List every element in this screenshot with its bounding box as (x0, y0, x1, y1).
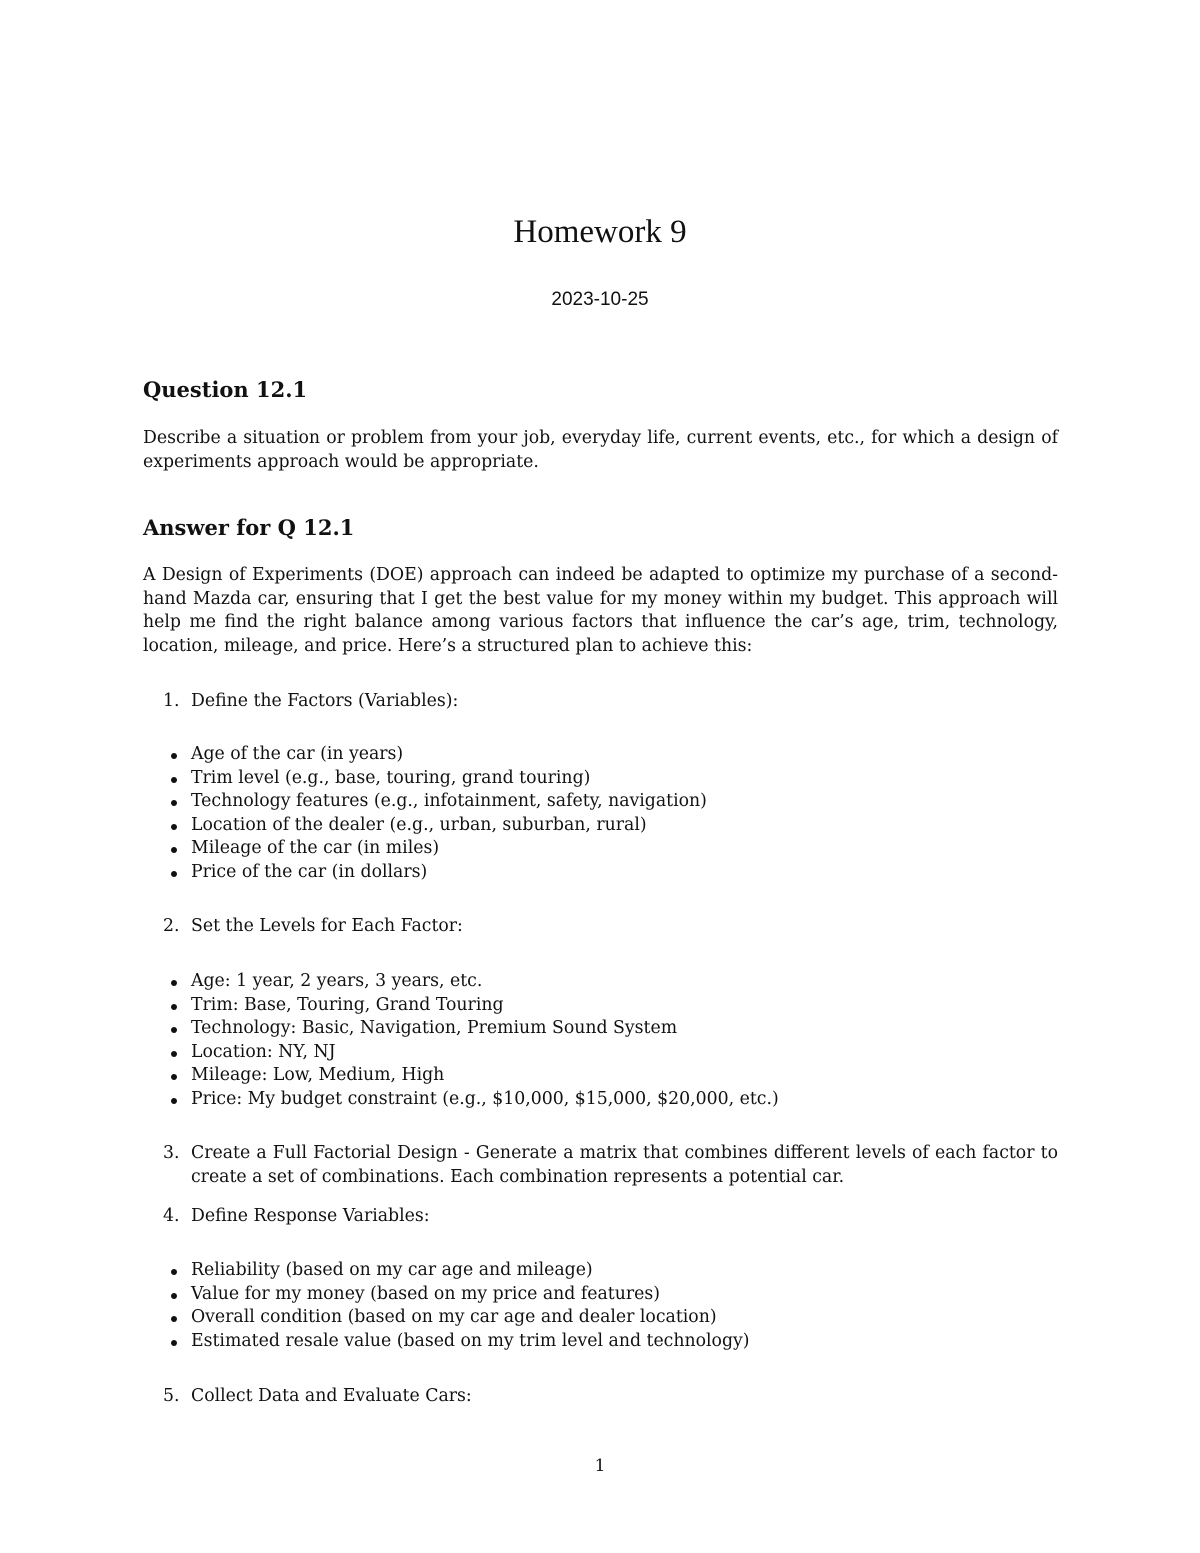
bullet-marker (171, 1340, 177, 1346)
list-item-text: Location of the dealer (e.g., urban, suburban, rural) (191, 814, 647, 835)
list-item (170, 1088, 1050, 1112)
list-item (170, 1259, 1050, 1283)
step-number: 4. (163, 1206, 180, 1226)
list-item (170, 1330, 1050, 1354)
step-label: Create a Full Factorial Design - Generate a matrix that combines different levels of each factor to create a set of combinations. Each combination represents a potential car. (191, 1143, 1058, 1187)
document-date: 2023-10-25 (551, 289, 649, 310)
list-item (170, 1283, 1050, 1307)
bullet-marker (171, 980, 177, 986)
bullet-marker (171, 753, 177, 759)
list-item-text: Age: 1 year, 2 years, 3 years, etc. (191, 971, 483, 991)
bullet-marker (171, 1098, 177, 1104)
list-item-text: Reliability (based on my car age and mileage) (191, 1260, 593, 1280)
bullet-marker (171, 824, 177, 830)
bullet-marker (171, 1004, 177, 1010)
bullet-marker (171, 1316, 177, 1322)
list-item-text: Age of the car (in years) (191, 744, 404, 764)
bullet-list (170, 743, 1050, 884)
step-label: Define Response Variables: (191, 1206, 430, 1226)
step-item (163, 1385, 1058, 1409)
list-item (170, 1041, 1050, 1065)
bullet-marker (171, 1027, 177, 1033)
step-label: Set the Levels for Each Factor: (191, 916, 463, 936)
list-item-text: Estimated resale value (based on my trim level and technology) (191, 1330, 750, 1351)
step-label: Define the Factors (Variables): (191, 691, 459, 711)
list-item (170, 1064, 1050, 1088)
bullet-marker (171, 871, 177, 877)
bullet-marker (171, 1293, 177, 1299)
list-item-text: Trim level (e.g., base, touring, grand touring) (191, 767, 591, 788)
bullet-list (170, 1259, 1050, 1353)
list-item-text: Price of the car (in dollars) (191, 861, 428, 882)
bullet-list (170, 970, 1050, 1111)
list-item (170, 814, 1050, 838)
bullet-marker (171, 1051, 177, 1057)
list-item-text: Mileage: Low, Medium, High (191, 1065, 445, 1085)
list-item (170, 1306, 1050, 1330)
step-item (163, 1205, 1058, 1229)
bullet-marker (171, 1074, 177, 1080)
list-item (170, 790, 1050, 814)
list-item (170, 767, 1050, 791)
question-text: Describe a situation or problem from your job, everyday life, current events, etc., for which a design of experiments approach would be appropriate. (143, 428, 1058, 472)
list-item-text: Location: NY, NJ (191, 1041, 336, 1062)
list-item (170, 1017, 1050, 1041)
list-item-text: Overall condition (based on my car age and dealer location) (191, 1307, 717, 1327)
list-item-text: Value for my money (based on my price and features) (191, 1283, 660, 1304)
step-item (163, 690, 1058, 714)
step-item (163, 915, 1058, 939)
list-item-text: Price: My budget constraint (e.g., $10,000, $15,000, $20,000, etc.) (191, 1088, 779, 1109)
document-title: Homework 9 (513, 214, 687, 250)
question-heading: Question 12.1 (143, 377, 308, 402)
answer-intro: A Design of Experiments (DOE) approach can indeed be adapted to optimize my purchase of a second-hand Mazda car, ensuring that I get the best value for my money within my budget. This approach will help me find the right balance among various factors that influence the car’s age, trim, technology, location, mileage, and price. Here’s a structured plan to achieve this: (143, 565, 1058, 656)
answer-heading: Answer for Q 12.1 (143, 515, 355, 540)
bullet-marker (171, 847, 177, 853)
bullet-marker (171, 777, 177, 783)
step-label: Collect Data and Evaluate Cars: (191, 1386, 472, 1406)
list-item-text: Technology features (e.g., infotainment, safety, navigation) (191, 791, 707, 811)
list-item (170, 994, 1050, 1018)
list-item (170, 837, 1050, 861)
list-item (170, 970, 1050, 994)
step-number: 2. (163, 916, 180, 936)
list-item (170, 743, 1050, 767)
bullet-marker (171, 800, 177, 806)
step-number: 5. (163, 1386, 180, 1406)
list-item-text: Mileage of the car (in miles) (191, 838, 440, 858)
bullet-marker (171, 1269, 177, 1275)
step-number: 3. (163, 1143, 180, 1163)
step-item (163, 1142, 1058, 1189)
list-item-text: Trim: Base, Touring, Grand Touring (191, 994, 504, 1015)
list-item-text: Technology: Basic, Navigation, Premium Sound System (191, 1018, 678, 1038)
step-number: 1. (163, 691, 180, 711)
list-item (170, 861, 1050, 885)
page-number: 1 (594, 1456, 606, 1476)
